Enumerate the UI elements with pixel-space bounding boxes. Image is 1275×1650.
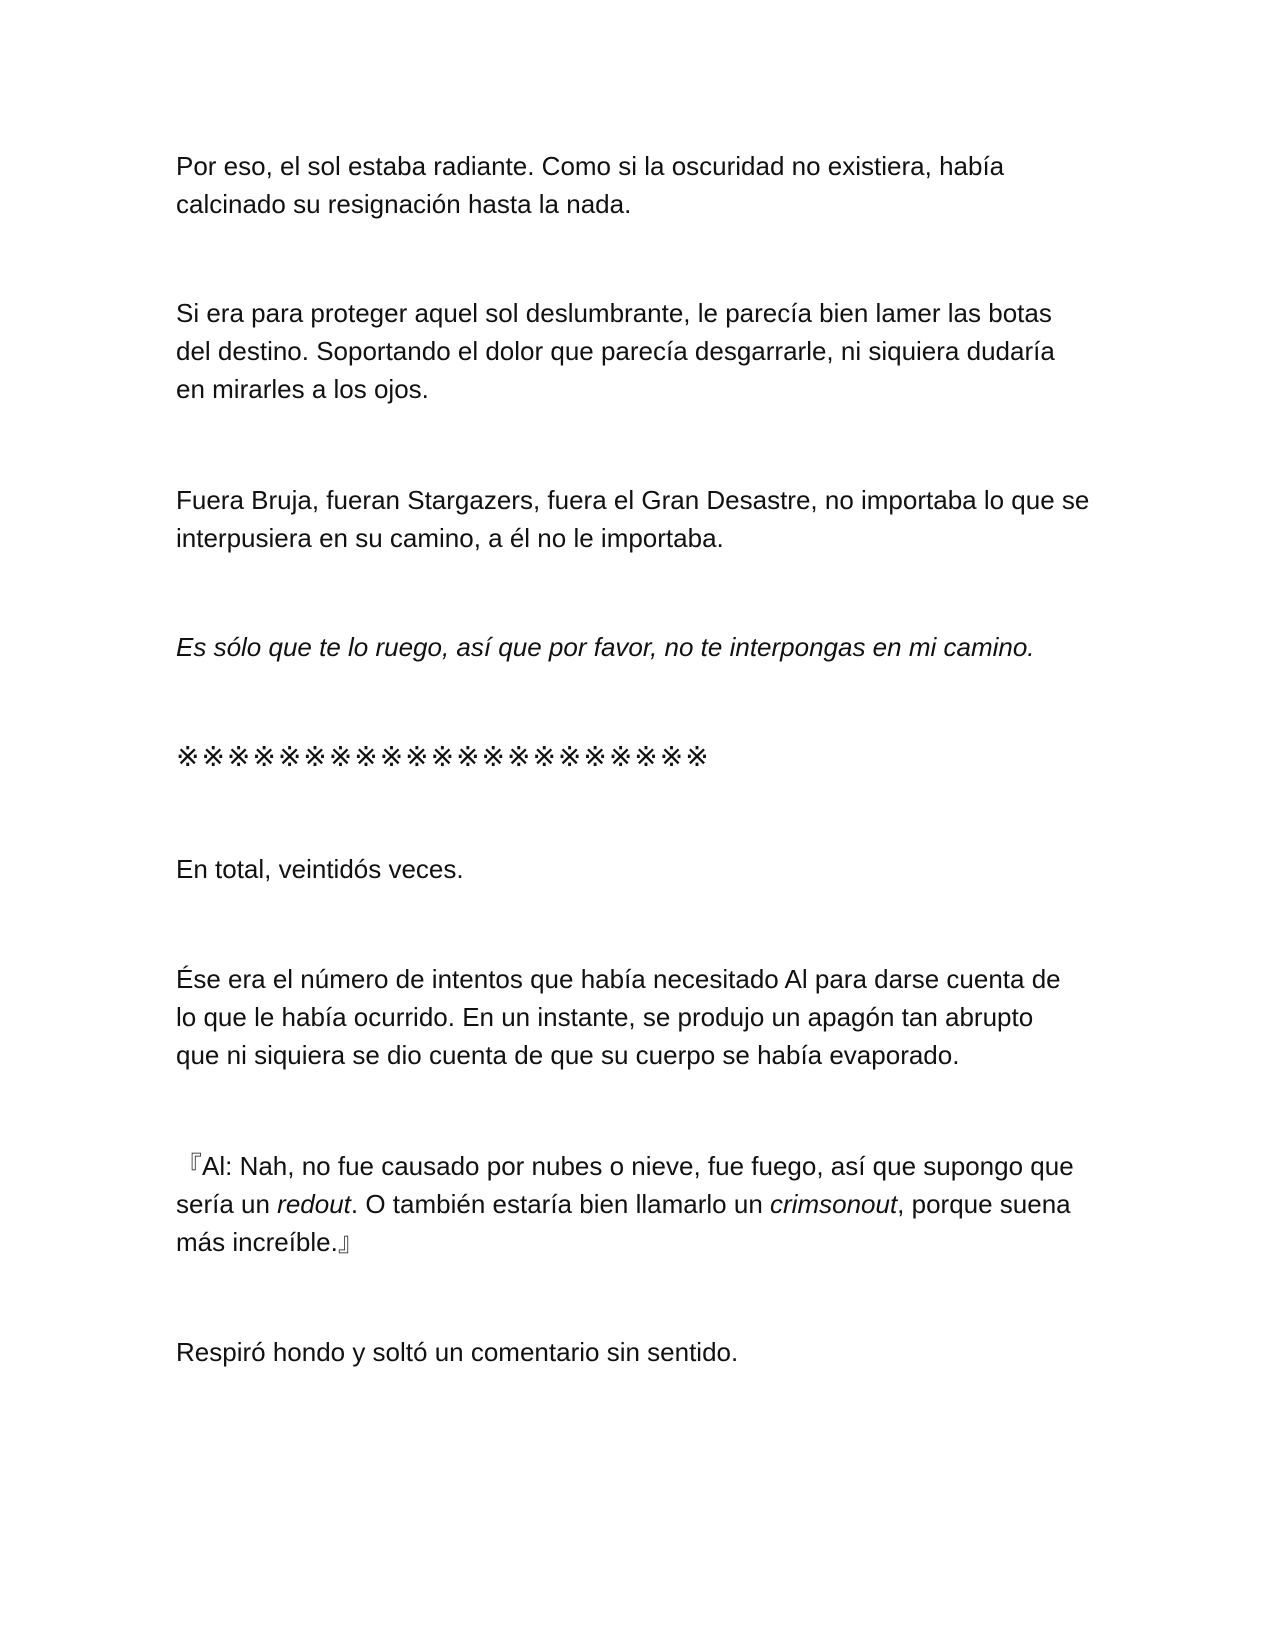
paragraph-plea-italic: Es sólo que te lo ruego, así que por favor, no te interpongas en mi camino.	[176, 632, 1035, 662]
paragraph-protect-sun: Si era para proteger aquel sol deslumbrante, le parecía bien lamer las botas del destino. Soportando el dolor que parecía desgarrarle, ni siquiera dudaría en mirarles a los ojos.	[176, 298, 1055, 404]
dialogue-italic-crimsonout: crimsonout	[770, 1189, 898, 1219]
paragraph-obstacles: Fuera Bruja, fueran Stargazers, fuera el Gran Desastre, no importaba lo que se interpusiera en su camino, a él no le importaba.	[176, 485, 1090, 553]
dialogue-text-part3: , porque suena más increíble.』	[176, 1189, 1071, 1257]
scene-separator: ※※※※※※※※※※※※※※※※※※※※※	[176, 740, 711, 773]
paragraph-deep-breath: Respiró hondo y soltó un comentario sin sentido.	[176, 1337, 739, 1367]
dialogue-text-part2: . O también estaría bien llamarlo un	[350, 1189, 771, 1219]
paragraph-total-attempts: En total, veintidós veces.	[176, 854, 464, 884]
dialogue-text-part1: 『Al: Nah, no fue causado por nubes o nieve, fue fuego, así que supongo que sería un	[176, 1151, 1074, 1219]
paragraph-attempt-count: Ése era el número de intentos que había necesitado Al para darse cuenta de lo que le había ocurrido. En un instante, se produjo un apagón tan abrupto que ni siquiera se dio cuenta de que su cuerpo se había evaporado.	[176, 964, 1061, 1070]
paragraph-dialogue-al	[176, 1147, 1116, 1261]
dialogue-italic-redout: redout	[277, 1189, 351, 1219]
paragraph-sun-radiant: Por eso, el sol estaba radiante. Como si la oscuridad no existiera, había calcinado su resignación hasta la nada.	[176, 151, 1005, 219]
